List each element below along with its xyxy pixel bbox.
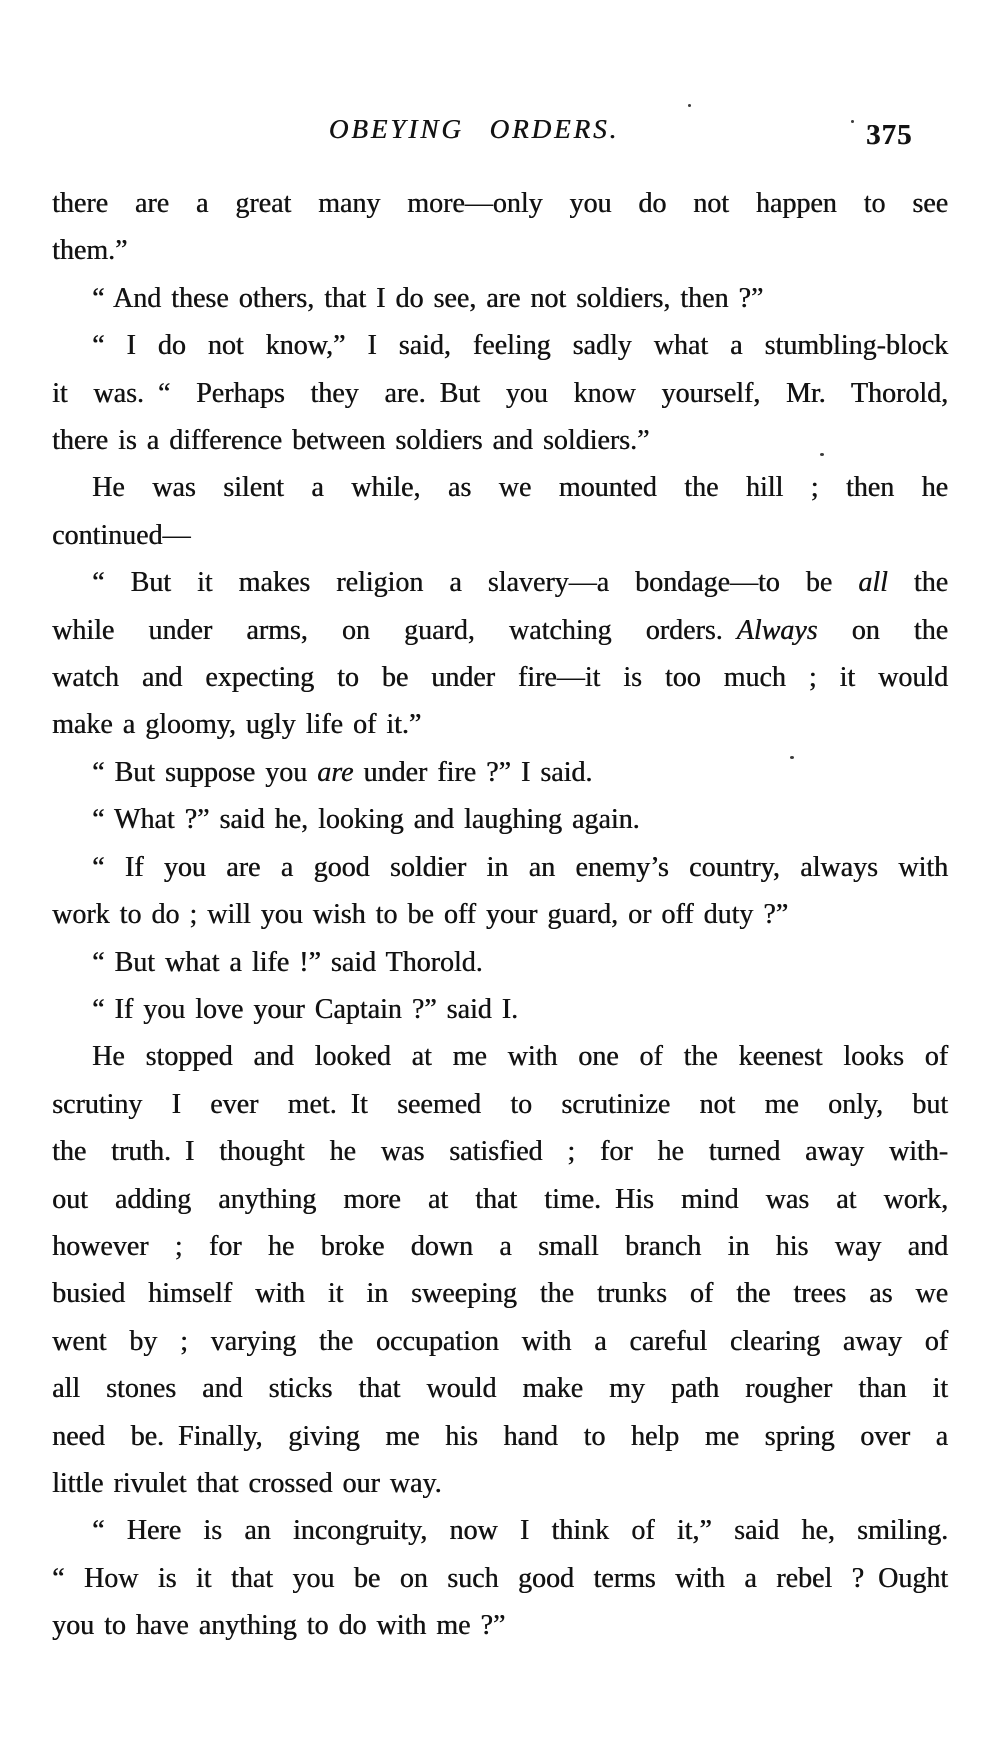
paragraph — [52, 796, 948, 843]
scan-speck — [688, 104, 691, 107]
text-line: while under arms, on guard, watching orders. Always on the — [52, 614, 948, 646]
text-line: He was silent a while, as we mounted the hill ; then he — [92, 472, 948, 504]
text-line: “ If you love your Captain ?” said I. — [92, 993, 518, 1025]
paragraph — [52, 939, 948, 986]
text-line: work to do ; will you wish to be off your guard, or off duty ?” — [52, 899, 789, 931]
paragraph — [52, 749, 948, 796]
paragraph — [52, 844, 948, 939]
text-line: “ If you are a good soldier in an enemy’s country, always with — [92, 851, 948, 883]
text-line: little rivulet that crossed our way. — [52, 1467, 442, 1499]
page-number: 375 — [866, 119, 913, 151]
text-line: there is a difference between soldiers and soldiers.” — [52, 425, 650, 457]
paragraph — [52, 275, 948, 322]
text-line: “ But suppose you are under fire ?” I said. — [92, 756, 593, 788]
text-line: “ And these others, that I do see, are not soldiers, then ?” — [92, 282, 764, 314]
text-line: you to have anything to do with me ?” — [52, 1610, 506, 1642]
paragraph — [52, 464, 948, 559]
scan-speck — [790, 756, 794, 759]
scan-speck — [820, 453, 824, 456]
text-line: watch and expecting to be under fire—it is too much ; it would — [52, 662, 948, 694]
text-line: the truth. I thought he was satisfied ; for he turned away with- — [52, 1136, 948, 1168]
paragraph — [52, 322, 948, 464]
text-line: out adding anything more at that time. His mind was at work, — [52, 1183, 948, 1215]
paragraph — [52, 986, 948, 1033]
page-body — [52, 180, 948, 1650]
text-line: there are a great many more—only you do not happen to see — [52, 188, 948, 219]
text-line: “ What ?” said he, looking and laughing again. — [92, 804, 640, 836]
text-line: “ But it makes religion a slavery—a bondage—to be all the — [92, 567, 948, 599]
text-line: went by ; varying the occupation with a careful clearing away of — [52, 1325, 948, 1357]
text-line: make a gloomy, ugly life of it.” — [52, 709, 422, 741]
paragraph — [52, 1507, 948, 1649]
text-line: continued— — [52, 519, 191, 551]
text-line: all stones and sticks that would make my path rougher than it — [52, 1373, 948, 1405]
text-line: busied himself with it in sweeping the trunks of the trees as we — [52, 1278, 948, 1310]
scan-speck — [851, 120, 854, 123]
paragraph — [52, 1033, 948, 1507]
text-line: it was. “ Perhaps they are. But you know yourself, Mr. Thorold, — [52, 377, 948, 409]
running-title: OBEYING ORDERS. — [328, 114, 620, 144]
text-line: need be. Finally, giving me his hand to help me spring over a — [52, 1420, 948, 1452]
paragraph — [52, 180, 948, 275]
text-line: however ; for he broke down a small branch in his way and — [52, 1230, 948, 1262]
text-line: scrutiny I ever met. It seemed to scrutinize not me only, but — [52, 1088, 948, 1120]
text-line: He stopped and looked at me with one of the keenest looks of — [92, 1041, 948, 1073]
paragraph — [52, 559, 948, 749]
text-line: “ How is it that you be on such good terms with a rebel ? Ought — [52, 1562, 948, 1594]
text-line: “ Here is an incongruity, now I think of it,” said he, smiling. — [92, 1515, 948, 1547]
text-line: “ I do not know,” I said, feeling sadly what a stumbling-block — [92, 330, 948, 362]
text-line: them.” — [52, 235, 128, 267]
text-line: “ But what a life !” said Thorold. — [92, 946, 483, 978]
